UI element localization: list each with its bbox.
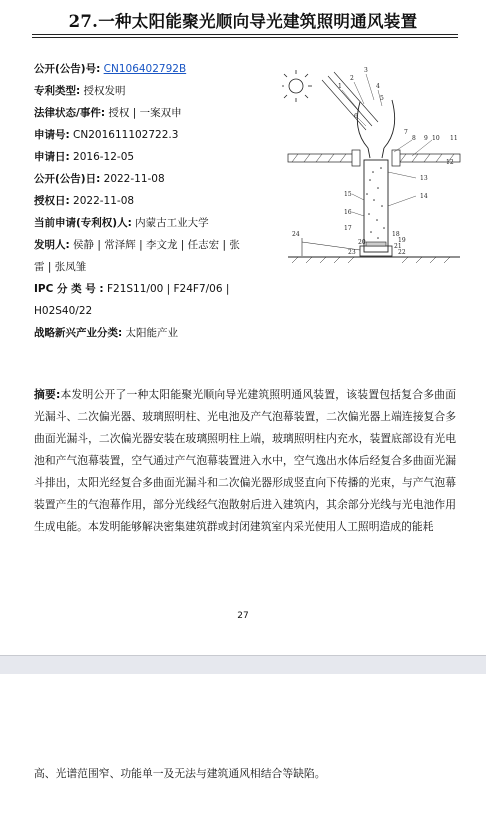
svg-text:15: 15 [344,191,352,198]
field-application-date: 申请日: 2016-12-05 [34,151,135,163]
svg-text:12: 12 [446,159,454,166]
patent-drawing [282,60,462,280]
svg-text:18: 18 [392,231,400,238]
svg-text:24: 24 [292,231,300,238]
field-application-number: 申请号: CN201611102722.3 [34,129,179,141]
field-inventors: 发明人: 侯静 | 常泽辉 | 李文龙 | 任志宏 | 张 [34,239,240,251]
svg-text:21: 21 [394,243,402,250]
svg-text:9: 9 [424,135,428,142]
sun-icon [282,70,312,102]
svg-text:2: 2 [350,75,354,82]
svg-text:5: 5 [380,95,384,102]
svg-text:17: 17 [344,225,352,232]
abstract-continuation: 高、光谱范围窄、功能单一及无法与建筑通风相结合等缺陷。 [34,767,326,780]
svg-text:4: 4 [376,83,380,90]
svg-text:19: 19 [398,237,406,244]
field-patent-type: 专利类型: 授权发明 [34,85,126,97]
publication-number-link[interactable]: CN106402792B [103,63,187,75]
svg-text:1: 1 [338,83,342,90]
svg-text:23: 23 [348,249,356,256]
svg-text:10: 10 [432,135,440,142]
field-legal-status: 法律状态/事件: 授权 | 一案双申 [34,107,182,119]
page-2 [0,674,486,813]
abstract-label: 摘要: [34,388,61,401]
svg-text:7: 7 [404,129,408,136]
svg-text:20: 20 [358,239,366,246]
bibliographic-info [34,58,274,344]
field-publication-number: 公开(公告)号: CN106402792B [34,63,187,75]
field-ipc: IPC 分 类 号 : F21S11/00 | F24F7/06 | [34,283,230,295]
svg-text:8: 8 [412,135,416,142]
abstract-text: 本发明公开了一种太阳能聚光顺向导光建筑照明通风装置，该装置包括复合多曲面光漏斗、二次偏光器、玻璃照明柱、光电池及产气泡幕装置，二次偏光器上端连接复合多曲面光漏斗，二次偏光器安装在玻璃照明柱上端，玻璃照明柱内充水，装置底部设有光电池和产气泡幕装置，空气通过产气泡幕装置进入水中，空气逸出水体后经复合多曲面光漏斗排出，太阳光经复合多曲面光漏斗和二次偏光器形成竖直向下传播的光束，与产气泡幕装置产生的气泡幕作用，部分光线经气泡散射后进入建筑内，其余部分光线与光电池作用生成电能。本发明能够解决密集建筑群或封闭建筑室内采光使用人工照明造成的能耗 [34,388,456,533]
field-inventors-cont: 雷 | 张凤雏 [34,261,87,273]
svg-text:11: 11 [450,135,458,142]
field-ipc-cont: H02S40/22 [34,305,93,317]
svg-text:16: 16 [344,209,352,216]
svg-text:22: 22 [398,249,406,256]
page-number: 27 [237,611,249,621]
page-separator [0,655,486,675]
title-rule-bottom [32,37,458,38]
svg-text:3: 3 [364,67,368,74]
field-industry: 战略新兴产业分类: 太阳能产业 [34,327,179,339]
field-applicant: 当前申请(专利权)人: 内蒙古工业大学 [34,217,209,229]
field-publication-date: 公开(公告)日: 2022-11-08 [34,173,165,185]
field-grant-date: 授权日: 2022-11-08 [34,195,135,207]
svg-text:14: 14 [420,193,428,200]
svg-text:6: 6 [354,113,358,120]
patent-title: 27.一种太阳能聚光顺向导光建筑照明通风装置 [68,12,418,31]
title-rule-top [32,34,458,35]
svg-text:13: 13 [420,175,428,182]
abstract [34,384,456,538]
